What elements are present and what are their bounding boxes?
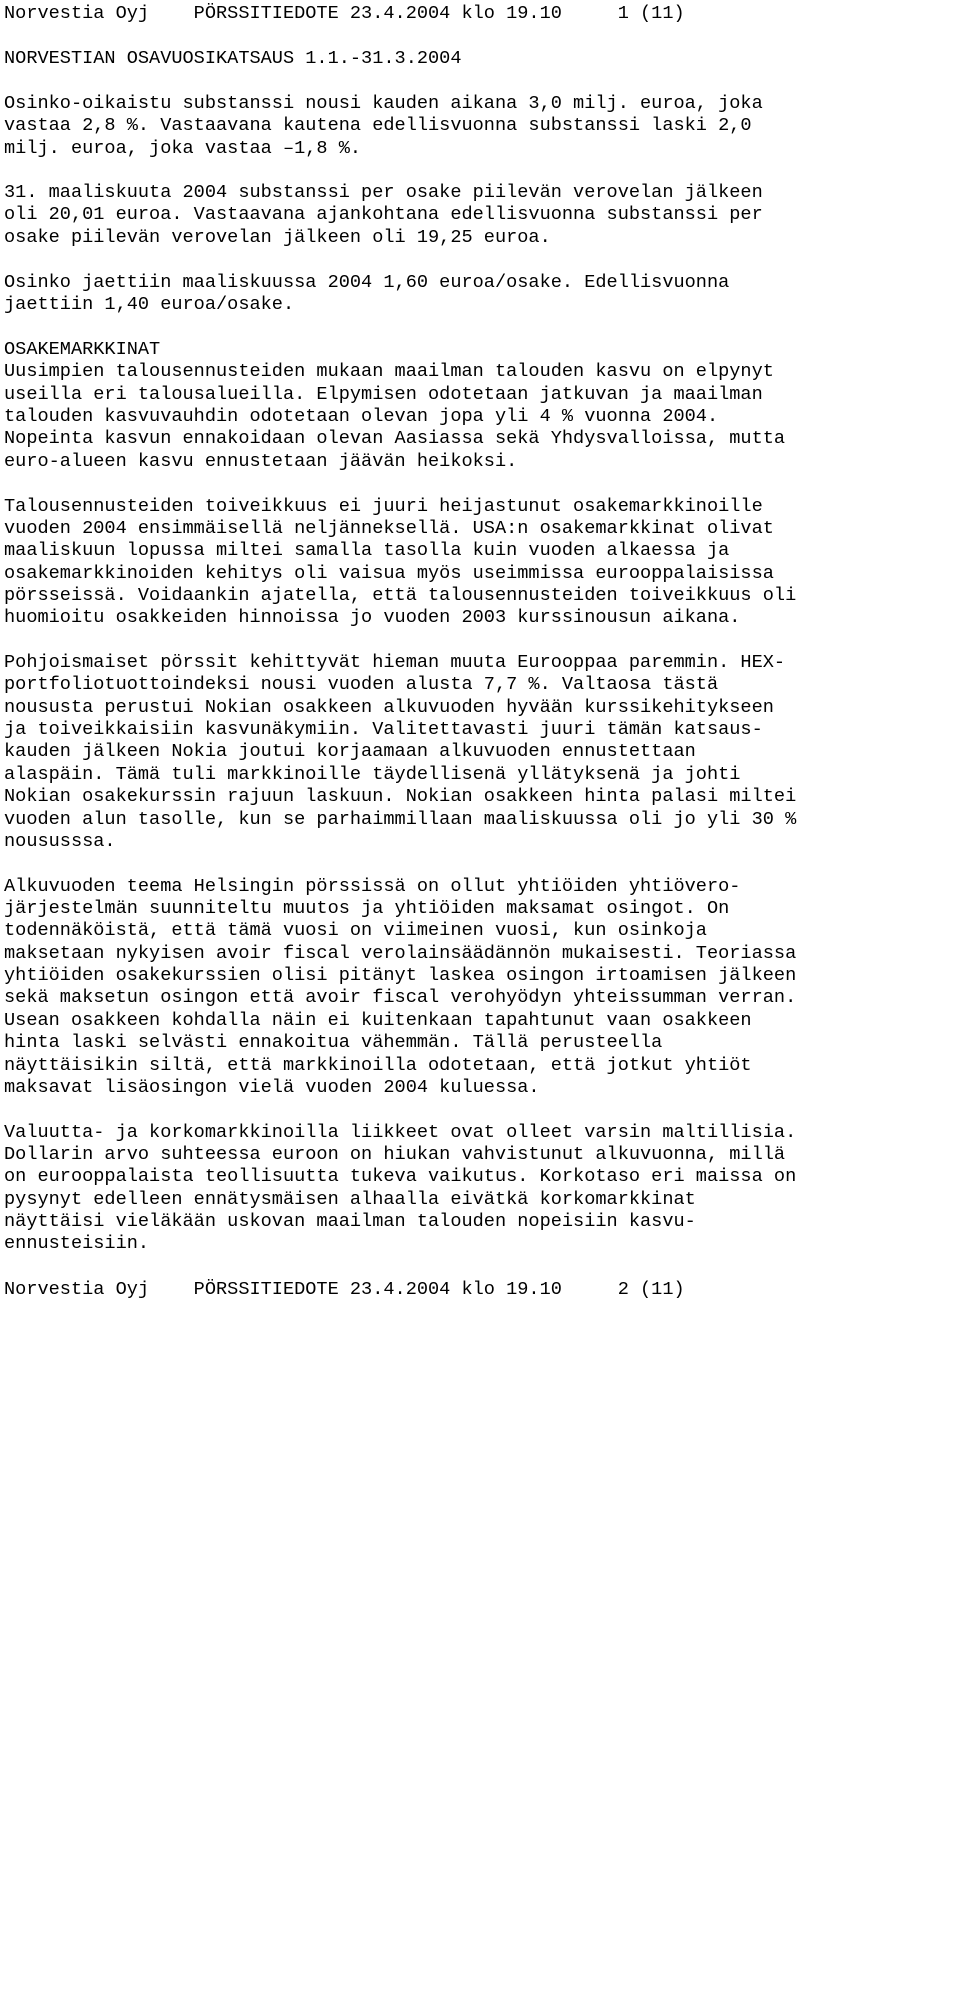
text-line: todennäköistä, että tämä vuosi on viimeinen vuosi, kun osinkoja	[4, 920, 707, 941]
text-line: osakemarkkinoiden kehitys oli vaisua myös useimmissa eurooppalaisissa	[4, 563, 774, 584]
text-line: milj. euroa, joka vastaa –1,8 %.	[4, 138, 362, 159]
text-line: on eurooppalaista teollisuutta tukeva vaikutus. Korkotaso eri maissa on	[4, 1166, 797, 1187]
text-line: yhtiöiden osakekurssien olisi pitänyt laskea osingon irtoamisen jälkeen	[4, 965, 797, 986]
text-line: Nokian osakekurssin rajuun laskuun. Nokian osakkeen hinta palasi miltei	[4, 786, 797, 807]
text-line: Valuutta- ja korkomarkkinoilla liikkeet ovat olleet varsin maltillisia.	[4, 1122, 797, 1143]
text-line: Pohjoismaiset pörssit kehittyvät hieman muuta Eurooppaa paremmin. HEX-	[4, 652, 786, 673]
text-line: ennusteisiin.	[4, 1233, 150, 1254]
text-line: jaettiin 1,40 euroa/osake.	[4, 294, 295, 315]
text-line: maksavat lisäosingon vielä vuoden 2004 kuluessa.	[4, 1077, 540, 1098]
text-line: osake piilevän verovelan jälkeen oli 19,25 euroa.	[4, 227, 551, 248]
text-line: kauden jälkeen Nokia joutui korjaamaan alkuvuoden ennustettaan	[4, 741, 696, 762]
page-header: Norvestia Oyj PÖRSSITIEDOTE 23.4.2004 klo 19.10 1 (11)	[4, 3, 685, 24]
text-line: Usean osakkeen kohdalla näin ei kuitenkaan tapahtunut vaan osakkeen	[4, 1010, 752, 1031]
text-line: maaliskuun lopussa miltei samalla tasolla kuin vuoden alkaessa ja	[4, 540, 730, 561]
page-footer: Norvestia Oyj PÖRSSITIEDOTE 23.4.2004 klo 19.10 2 (11)	[4, 1279, 685, 1300]
text-line: noususssa.	[4, 831, 116, 852]
text-line: maksetaan nykyisen avoir fiscal verolainsäädännön mukaisesti. Teoriassa	[4, 943, 797, 964]
text-line: sekä maksetun osingon että avoir fiscal verohyödyn yhteissumman verran.	[4, 987, 797, 1008]
document-page	[4, 0, 956, 1303]
text-line: Osinko jaettiin maaliskuussa 2004 1,60 euroa/osake. Edellisvuonna	[4, 272, 730, 293]
text-line: 31. maaliskuuta 2004 substanssi per osake piilevän verovelan jälkeen	[4, 182, 763, 203]
text-line: vuoden alun tasolle, kun se parhaimmillaan maaliskuussa oli jo yli 30 %	[4, 809, 797, 830]
text-line: Uusimpien talousennusteiden mukaan maailman talouden kasvu on elpynyt	[4, 361, 774, 382]
text-line: oli 20,01 euroa. Vastaavana ajankohtana edellisvuonna substanssi per	[4, 204, 763, 225]
text-line: ja toiveikkaisiin kasvunäkymiin. Valitettavasti juuri tämän katsaus-	[4, 719, 763, 740]
report-title: NORVESTIAN OSAVUOSIKATSAUS 1.1.-31.3.2004	[4, 48, 462, 69]
text-line: hinta laski selvästi ennakoitua vähemmän. Tällä perusteella	[4, 1032, 663, 1053]
text-line: useilla eri talousalueilla. Elpymisen odotetaan jatkuvan ja maailman	[4, 384, 763, 405]
text-line: näyttäisikin siltä, että markkinoilla odotetaan, että jotkut yhtiöt	[4, 1055, 752, 1076]
text-line: talouden kasvuvauhdin odotetaan olevan jopa yli 4 % vuonna 2004.	[4, 406, 719, 427]
text-line: Talousennusteiden toiveikkuus ei juuri heijastunut osakemarkkinoille	[4, 496, 763, 517]
section-heading: OSAKEMARKKINAT	[4, 339, 161, 360]
text-line: näyttäisi vieläkään uskovan maailman talouden nopeisiin kasvu-	[4, 1211, 696, 1232]
text-line: vastaa 2,8 %. Vastaavana kautena edellisvuonna substanssi laski 2,0	[4, 115, 752, 136]
text-line: pörsseissä. Voidaankin ajatella, että talousennusteiden toiveikkuus oli	[4, 585, 797, 606]
text-line: Alkuvuoden teema Helsingin pörssissä on ollut yhtiöiden yhtiövero-	[4, 876, 741, 897]
text-line: järjestelmän suunniteltu muutos ja yhtiöiden maksamat osingot. On	[4, 898, 730, 919]
text-line: noususta perustui Nokian osakkeen alkuvuoden hyvään kurssikehitykseen	[4, 697, 774, 718]
text-line: Osinko-oikaistu substanssi nousi kauden aikana 3,0 milj. euroa, joka	[4, 93, 763, 114]
text-line: euro-alueen kasvu ennustetaan jäävän heikoksi.	[4, 451, 518, 472]
text-line: Nopeinta kasvun ennakoidaan olevan Aasiassa sekä Yhdysvalloissa, mutta	[4, 428, 786, 449]
text-line: pysynyt edelleen ennätysmäisen alhaalla eivätkä korkomarkkinat	[4, 1189, 696, 1210]
text-line: vuoden 2004 ensimmäisellä neljänneksellä. USA:n osakemarkkinat olivat	[4, 518, 774, 539]
text-line: portfoliotuottoindeksi nousi vuoden alusta 7,7 %. Valtaosa tästä	[4, 674, 719, 695]
text-line: Dollarin arvo suhteessa euroon on hiukan vahvistunut alkuvuonna, millä	[4, 1144, 786, 1165]
text-line: huomioitu osakkeiden hinnoissa jo vuoden 2003 kurssinousun aikana.	[4, 607, 741, 628]
text-line: alaspäin. Tämä tuli markkinoille täydellisenä yllätyksenä ja johti	[4, 764, 741, 785]
